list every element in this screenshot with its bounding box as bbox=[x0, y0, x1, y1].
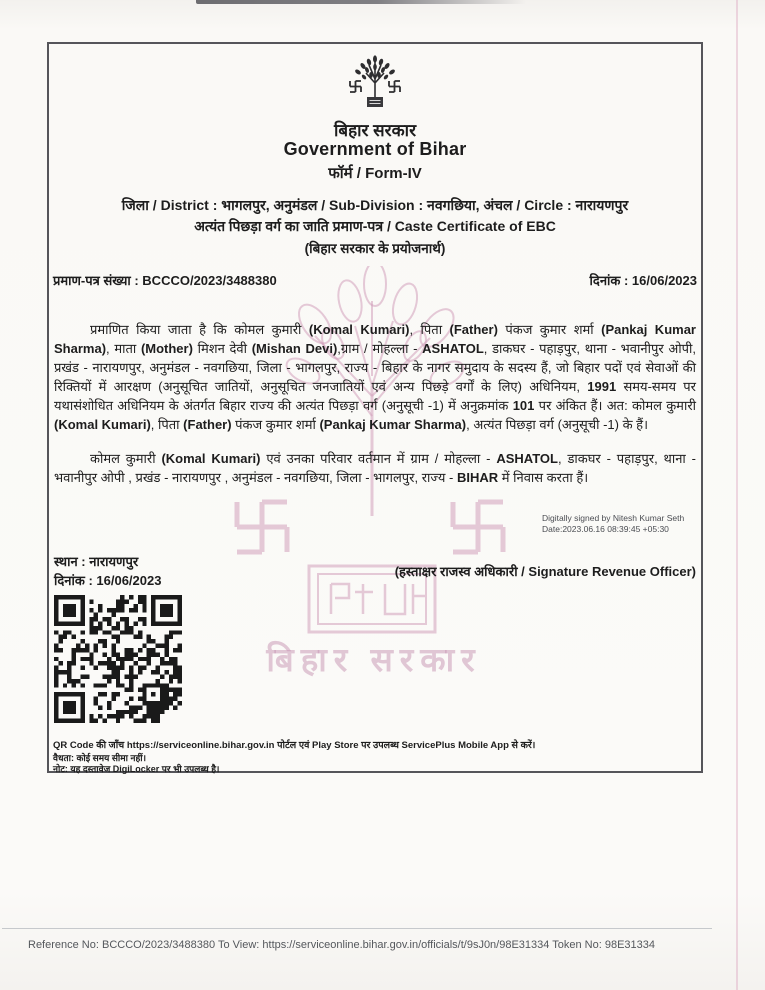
reference-divider bbox=[2, 928, 712, 929]
issue-date: दिनांक : 16/06/2023 bbox=[589, 273, 697, 288]
qr-code bbox=[54, 595, 182, 723]
district-subdivision-circle-line: जिला / District : भागलपुर, अनुमंडल / Sub-Division : नवगछिया, अंचल / Circle : नारायणपुर bbox=[121, 197, 629, 213]
signature-date-line: दिनांक : 16/06/2023 bbox=[54, 573, 162, 588]
certificate-meta-row bbox=[53, 271, 697, 289]
body-paragraph-1: प्रमाणित किया जाता है कि कोमल कुमारी (Komal Kumari), पिता (Father) पंकज कुमार शर्मा (Pankaj Kumar Sharma), माता (Mother) मिशन देवी (Mishan Devi),ग्राम / मोहल्ला - ASHATOL, डाकघर - पहाड़पुर, थाना - भवानीपुर ओपी, प्रखंड - नारायणपुर, अनुमंडल - नवगछिया, जिला - भागलपुर, राज्य - बिहार के नागर समुदाय के सदस्य हैं, जो बिहार पदों एवं सेवाओं की रिक्तियों में आरक्षण (अनुसूचित जातियों, अनुसूचित जनजातियों एवं अन्य पिछड़े वर्गों के लिए) अधिनियम, 1991 समय-समय पर यथासंशोधित अधिनियम के अंतर्गत बिहार राज्य की अत्यंत पिछड़ा वर्ग (अनुसूची -1) में अनुक्रमांक 101 पर अंकित हैं। अत: कोमल कुमारी (Komal Kumari), पिता (Father) पंकज कुमार शर्मा (Pankaj Kumar Sharma), अत्यंत पिछड़ा वर्ग (अनुसूची -1) के हैं। bbox=[54, 322, 697, 432]
bihar-emblem-icon bbox=[340, 53, 410, 113]
digilocker-note: नोट: यह दस्तावेज DigiLocker पर भी उपलब्ध है। bbox=[53, 764, 220, 774]
certificate-title: अत्यंत पिछड़ा वर्ग का जाति प्रमाण-पत्र / Caste Certificate of EBC bbox=[194, 218, 556, 234]
qr-verification-note: QR Code की जाँच https://serviceonline.bihar.gov.in पोर्टल एवं Play Store पर उपलब्ध ServicePlus Mobile App से करें। bbox=[53, 740, 536, 751]
certificate-body bbox=[54, 320, 696, 502]
purpose-line: (बिहार सरकार के प्रयोजनार्थ) bbox=[304, 241, 446, 256]
certificate-border-frame bbox=[47, 42, 703, 773]
revenue-officer-signature-label: (हस्ताक्षर राजस्व अधिकारी / Signature Revenue Officer) bbox=[394, 564, 696, 579]
digital-signature-stamp bbox=[542, 513, 684, 535]
validity-note: वैधता: कोई समय सीमा नहीं। bbox=[53, 753, 146, 763]
watermark-text: बिहार सरकार bbox=[266, 641, 482, 678]
digital-signature-line2: Date:2023.06.16 08:39:45 +05:30 bbox=[542, 524, 669, 534]
bihar-emblem bbox=[49, 53, 701, 118]
certificate-number: प्रमाण-पत्र संख्या : BCCCO/2023/3488380 bbox=[53, 273, 277, 288]
qr-code-icon bbox=[54, 595, 182, 723]
digital-signature-line1: Digitally signed by Nitesh Kumar Seth bbox=[542, 513, 685, 523]
place-line: स्थान : नारायणपुर bbox=[54, 554, 139, 569]
title-english: Government of Bihar bbox=[283, 139, 467, 159]
title-hindi: बिहार सरकार bbox=[333, 121, 417, 140]
body-paragraph-2: कोमल कुमारी (Komal Kumari) एवं उनका परिवार वर्तमान में ग्राम / मोहल्ला - ASHATOL, डाकघर - पहाड़पुर, थाना - भवानीपुर ओपी , प्रखंड - नारायणपुर , अनुमंडल - नवगछिया, जिला - भागलपुर, राज्य - BIHAR में निवास करता हैं। bbox=[54, 451, 696, 485]
scan-artifact-right-edge-line bbox=[736, 0, 738, 990]
form-number: फॉर्म / Form-IV bbox=[328, 165, 422, 182]
scan-artifact-top-smudge bbox=[196, 0, 526, 4]
reference-line: Reference No: BCCCO/2023/3488380 To View: https://serviceonline.bihar.gov.in/officials/t/9sJ0n/98E31334 Token No: 98E31334 bbox=[28, 939, 655, 951]
